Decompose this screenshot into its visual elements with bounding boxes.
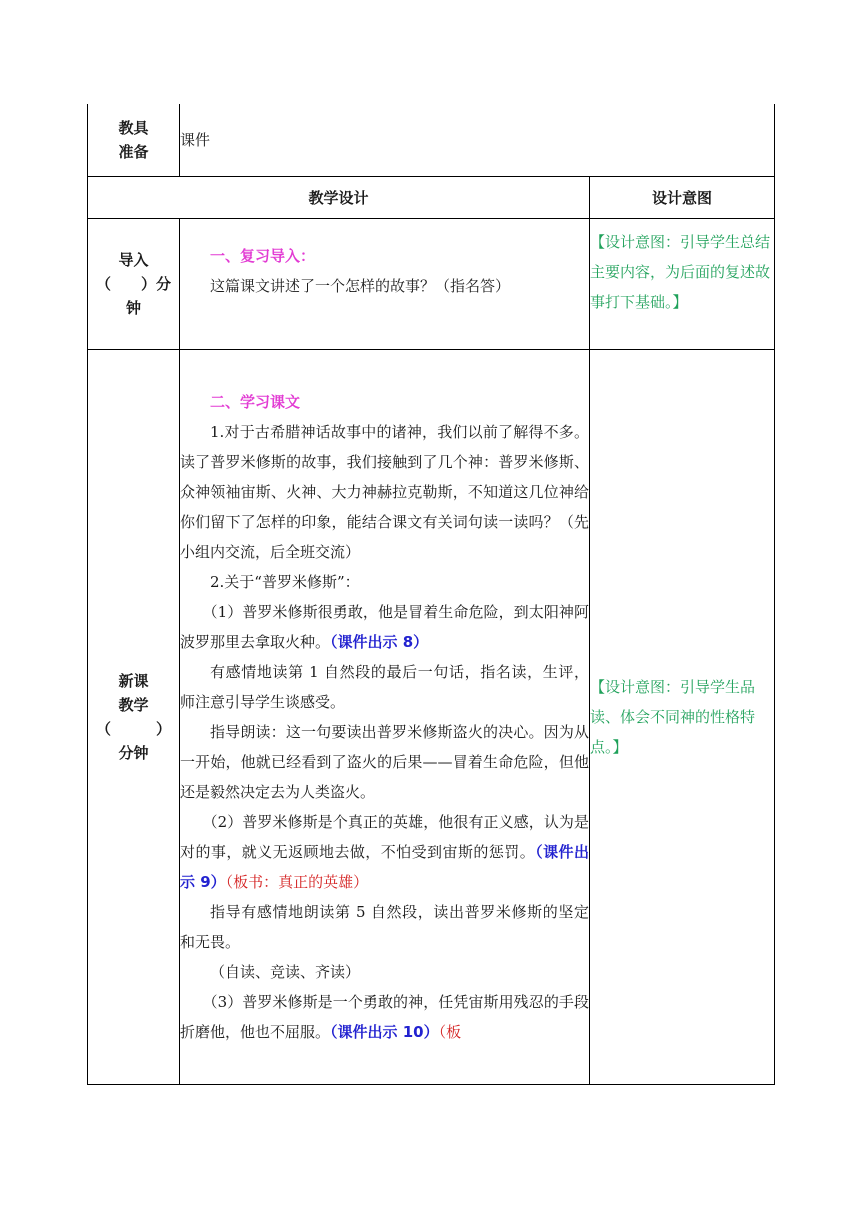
lesson-plan-table (87, 104, 775, 1085)
intro-label-line2: （ ）分 (95, 274, 171, 293)
courseware-cue-8: （课件出示 8） (330, 632, 429, 651)
intro-content (180, 218, 590, 349)
new-lesson-content (180, 349, 590, 1084)
new-label-line1: 新课 (118, 671, 149, 690)
paragraph-3: （1）普罗米修斯很勇敢，他是冒着生命危险，到太阳神阿波罗那里去拿取火种。（课件出示 8） (180, 602, 589, 651)
materials-value: 课件 (180, 104, 775, 176)
paragraph-6: （2）普罗米修斯是个真正的英雄，他很有正义感，认为是对的事，就义无返顾地去做，不怕受到宙斯的惩罚。（课件出示 9）（板书：真正的英雄） (180, 812, 589, 891)
paragraph-7: 指导有感情地朗读第 5 自然段，读出普罗米修斯的坚定和无畏。 (180, 902, 589, 951)
board-note-start: （板 (438, 1022, 462, 1041)
new-label-line4: 分钟 (118, 743, 149, 762)
paragraph-4: 有感情地读第 1 自然段的最后一句话，指名读，生评，师注意引导学生谈感受。 (180, 662, 589, 711)
intro-row (88, 218, 775, 349)
intro-label-line3: 钟 (125, 298, 141, 317)
header-row (88, 176, 775, 218)
courseware-cue-9: （课件出示 9） (180, 842, 589, 891)
intro-label (88, 218, 180, 349)
new-lesson-label (88, 349, 180, 1084)
paragraph-9: （3）普罗米修斯是一个勇敢的神，任凭宙斯用残忍的手段折磨他，他也不屈服。（课件出示 10）（板 (180, 992, 589, 1041)
courseware-cue-10: （课件出示 10） (330, 1022, 439, 1041)
design-header: 教学设计 (88, 176, 590, 218)
new-lesson-intent: 【设计意图：引导学生品读、体会不同神的性格特点。】 (590, 349, 775, 1084)
new-lesson-row (88, 349, 775, 1084)
new-label-line2: 教学 (118, 695, 149, 714)
intro-label-line1: 导入 (118, 250, 149, 269)
intent-header: 设计意图 (590, 176, 775, 218)
intro-section-title: 一、复习导入： (210, 246, 316, 265)
paragraph-1: 1.对于古希腊神话故事中的诸神，我们以前了解得不多。读了普罗米修斯的故事，我们接触到了几个神：普罗米修斯、众神领袖宙斯、火神、大力神赫拉克勒斯，不知道这几位神给你们留下了怎样的印象，能结合课文有关词句读一读吗？（先小组内交流，后全班交流） (180, 422, 589, 561)
paragraph-5: 指导朗读：这一句要读出普罗米修斯盗火的决心。因为从一开始，他就已经看到了盗火的后果——冒着生命危险，但他还是毅然决定去为人类盗火。 (180, 722, 589, 801)
paragraph-8: （自读、竞读、齐读） (210, 962, 361, 981)
intro-intent: 【设计意图：引导学生总结主要内容，为后面的复述故事打下基础。】 (590, 218, 775, 349)
paragraph-2: 2.关于“普罗米修斯”： (210, 572, 360, 591)
new-section-title: 二、学习课文 (210, 392, 301, 411)
materials-label: 教具 准备 (88, 104, 180, 176)
board-note-hero: （板书：真正的英雄） (225, 872, 369, 891)
materials-row (88, 104, 775, 176)
intro-question: 这篇课文讲述了一个怎样的故事？（指名答） (210, 276, 511, 295)
new-label-line3: （ ） (95, 719, 171, 738)
